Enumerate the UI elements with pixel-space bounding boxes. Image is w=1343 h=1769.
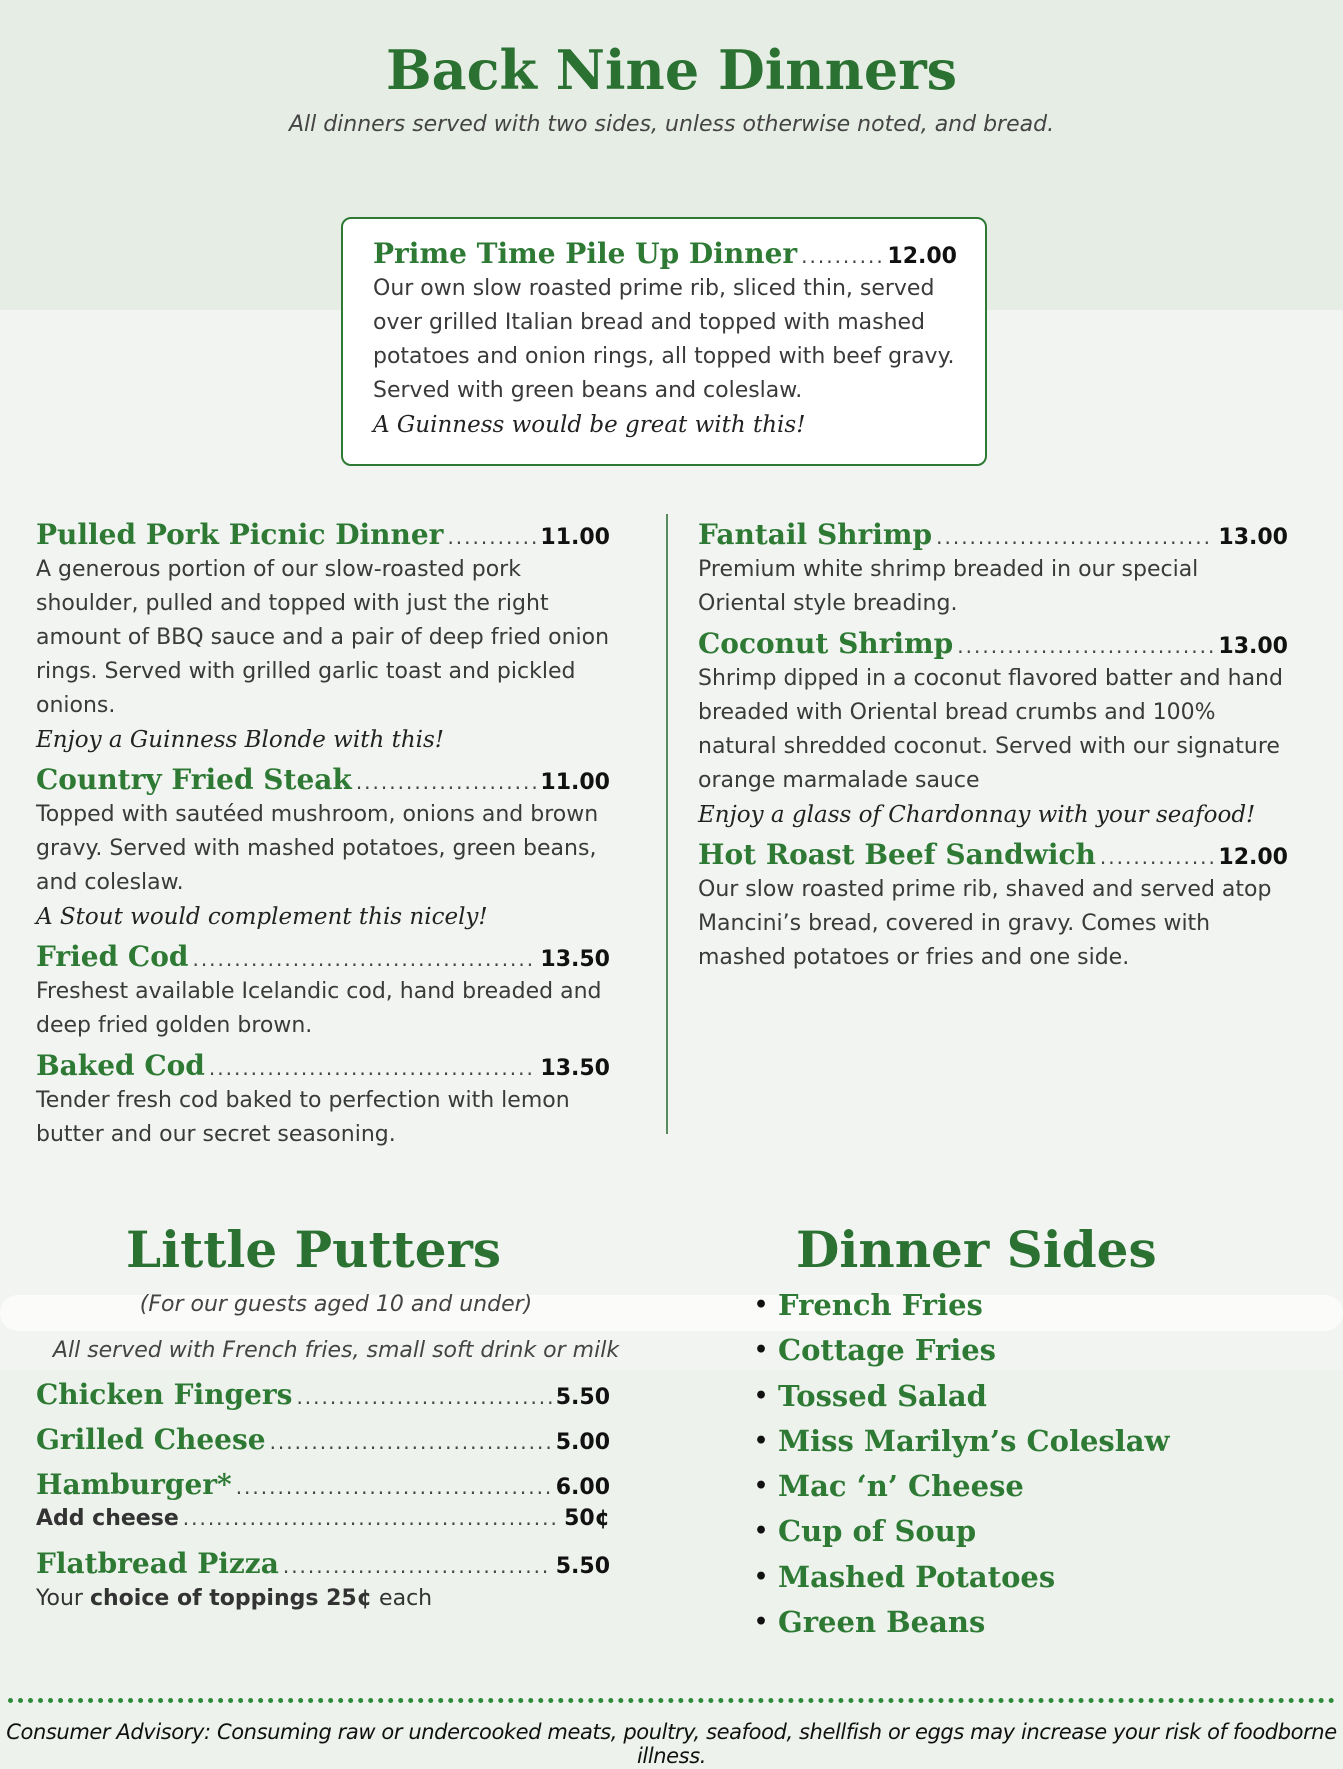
menu-item-price: 13.50 <box>540 1056 610 1081</box>
menu-item-price: 13.00 <box>1218 634 1288 659</box>
kids-item-name: Hamburger* <box>36 1468 232 1501</box>
menu-item-description: Shrimp dipped in a coconut flavored batter and hand breaded with Oriental bread crumbs and 100% natural shredded coconut. Served with our signature orange marmalade sauce <box>698 666 1283 793</box>
menu-item-description: A generous portion of our slow-roasted pork shoulder, pulled and topped with just the right amount of BBQ sauce and a pair of deep fried onion rings. Served with grilled garlic toast and pickled onions. <box>36 557 610 718</box>
featured-item-pairing: A Guinness would be great with this! <box>373 412 806 438</box>
side-item: • Green Beans <box>778 1600 1170 1645</box>
featured-item-box <box>341 217 987 466</box>
toppings-prefix: Your <box>36 1586 90 1611</box>
featured-item-price: 12.00 <box>887 244 957 269</box>
leader-dots <box>283 1554 552 1578</box>
side-item: • Tossed Salad <box>778 1374 1170 1419</box>
column-divider <box>666 514 668 1134</box>
side-item: • Mashed Potatoes <box>778 1555 1170 1600</box>
menu-item-name: Country Fried Steak <box>36 763 352 796</box>
featured-item-header <box>373 237 957 270</box>
kids-age-note: (For our guests aged 10 and under) <box>139 1292 533 1317</box>
toppings-suffix: each <box>372 1586 433 1611</box>
leader-dots <box>936 525 1214 549</box>
menu-item-header <box>698 838 1288 871</box>
leader-dots <box>447 525 536 549</box>
menu-item-pairing: A Stout would complement this nicely! <box>36 904 488 930</box>
menu-item-pairing: Enjoy a glass of Chardonnay with your seafood! <box>698 802 1256 828</box>
leader-dots <box>236 1475 552 1499</box>
kids-item <box>36 1468 610 1501</box>
side-item: • Cottage Fries <box>778 1328 1170 1373</box>
menu-item-price: 13.50 <box>540 947 610 972</box>
menu-item-name: Coconut Shrimp <box>698 627 954 660</box>
kids-item-price: 5.00 <box>555 1430 610 1455</box>
kids-included-note: All served with French fries, small soft drink or milk <box>52 1338 620 1363</box>
side-item: • Miss Marilyn’s Coleslaw <box>778 1419 1170 1464</box>
menu-item-name: Fried Cod <box>36 940 189 973</box>
menu-item-header <box>36 1049 610 1082</box>
kids-addon <box>36 1506 610 1531</box>
kids-item-name: Grilled Cheese <box>36 1423 266 1456</box>
leader-dots <box>270 1430 552 1454</box>
menu-item-name: Pulled Pork Picnic Dinner <box>36 518 444 551</box>
kids-toppings-note <box>36 1586 610 1611</box>
left-menu-column <box>36 518 610 1158</box>
kids-item-price: 5.50 <box>555 1385 610 1410</box>
leader-dots <box>183 1506 560 1530</box>
leader-dots <box>801 244 883 268</box>
side-item: • Mac ‘n’ Cheese <box>778 1464 1170 1509</box>
leader-dots <box>1100 845 1215 869</box>
menu-item-header <box>36 763 610 796</box>
leader-dots <box>192 947 536 971</box>
featured-item-name: Prime Time Pile Up Dinner <box>373 237 798 270</box>
menu-item-header <box>698 518 1288 551</box>
menu-item <box>36 1049 610 1152</box>
menu-item-price: 13.00 <box>1218 525 1288 550</box>
menu-item-name: Hot Roast Beef Sandwich <box>698 838 1096 871</box>
kids-section-title: Little Putters <box>126 1220 501 1279</box>
consumer-advisory: Consumer Advisory: Consuming raw or undercooked meats, poultry, seafood, shellfish or eggs may increase your risk of foodborne illness. <box>6 1720 1337 1768</box>
menu-item <box>36 518 610 757</box>
menu-item-price: 11.00 <box>540 525 610 550</box>
menu-item <box>698 518 1288 621</box>
menu-item <box>36 763 610 934</box>
sides-list <box>778 1283 1170 1645</box>
kids-item-name: Chicken Fingers <box>36 1378 293 1411</box>
leader-dots <box>356 770 537 794</box>
kids-addon-label: Add cheese <box>36 1506 179 1531</box>
menu-item-header <box>698 627 1288 660</box>
page-subtitle: All dinners served with two sides, unless otherwise noted, and bread. <box>288 112 1055 137</box>
kids-item <box>36 1378 610 1411</box>
kids-item <box>36 1423 610 1456</box>
menu-item-price: 11.00 <box>540 770 610 795</box>
menu-item-header <box>36 518 610 551</box>
leader-dots <box>209 1056 537 1080</box>
side-item: • French Fries <box>778 1283 1170 1328</box>
kids-item-name: Flatbread Pizza <box>36 1547 279 1580</box>
leader-dots <box>957 634 1214 658</box>
toppings-price: choice of toppings 25¢ <box>89 1586 373 1611</box>
menu-item-description: Topped with sautéed mushroom, onions and brown gravy. Served with mashed potatoes, green beans, and coleslaw. <box>36 802 599 895</box>
menu-item-description: Premium white shrimp breaded in our special Oriental style breading. <box>698 557 1199 616</box>
footer-divider <box>8 1698 1335 1703</box>
menu-item-description: Freshest available Icelandic cod, hand breaded and deep fried golden brown. <box>36 979 602 1038</box>
menu-item-description: Tender fresh cod baked to perfection with lemon butter and our secret seasoning. <box>36 1088 570 1147</box>
page-title: Back Nine Dinners <box>385 38 958 102</box>
menu-item <box>698 627 1288 832</box>
side-item: • Cup of Soup <box>778 1509 1170 1554</box>
menu-item <box>698 838 1288 975</box>
kids-item-price: 5.50 <box>555 1554 610 1579</box>
menu-item-name: Baked Cod <box>36 1049 205 1082</box>
menu-item-name: Fantail Shrimp <box>698 518 933 551</box>
kids-item-price: 6.00 <box>555 1475 610 1500</box>
sides-section-title: Dinner Sides <box>796 1220 1157 1279</box>
kids-item <box>36 1547 610 1580</box>
leader-dots <box>296 1385 551 1409</box>
menu-item-price: 12.00 <box>1218 845 1288 870</box>
featured-item-description: Our own slow roasted prime rib, sliced thin, served over grilled Italian bread and topped with mashed potatoes and onion rings, all topped with beef gravy. Served with green beans and coleslaw. <box>373 276 955 403</box>
menu-item-pairing: Enjoy a Guinness Blonde with this! <box>36 727 445 753</box>
menu-item-description: Our slow roasted prime rib, shaved and served atop Mancini’s bread, covered in gravy. Comes with mashed potatoes or fries and one side. <box>698 877 1272 970</box>
menu-item-header <box>36 940 610 973</box>
right-menu-column <box>698 518 1288 981</box>
kids-addon-price: 50¢ <box>564 1506 610 1531</box>
menu-item <box>36 940 610 1043</box>
